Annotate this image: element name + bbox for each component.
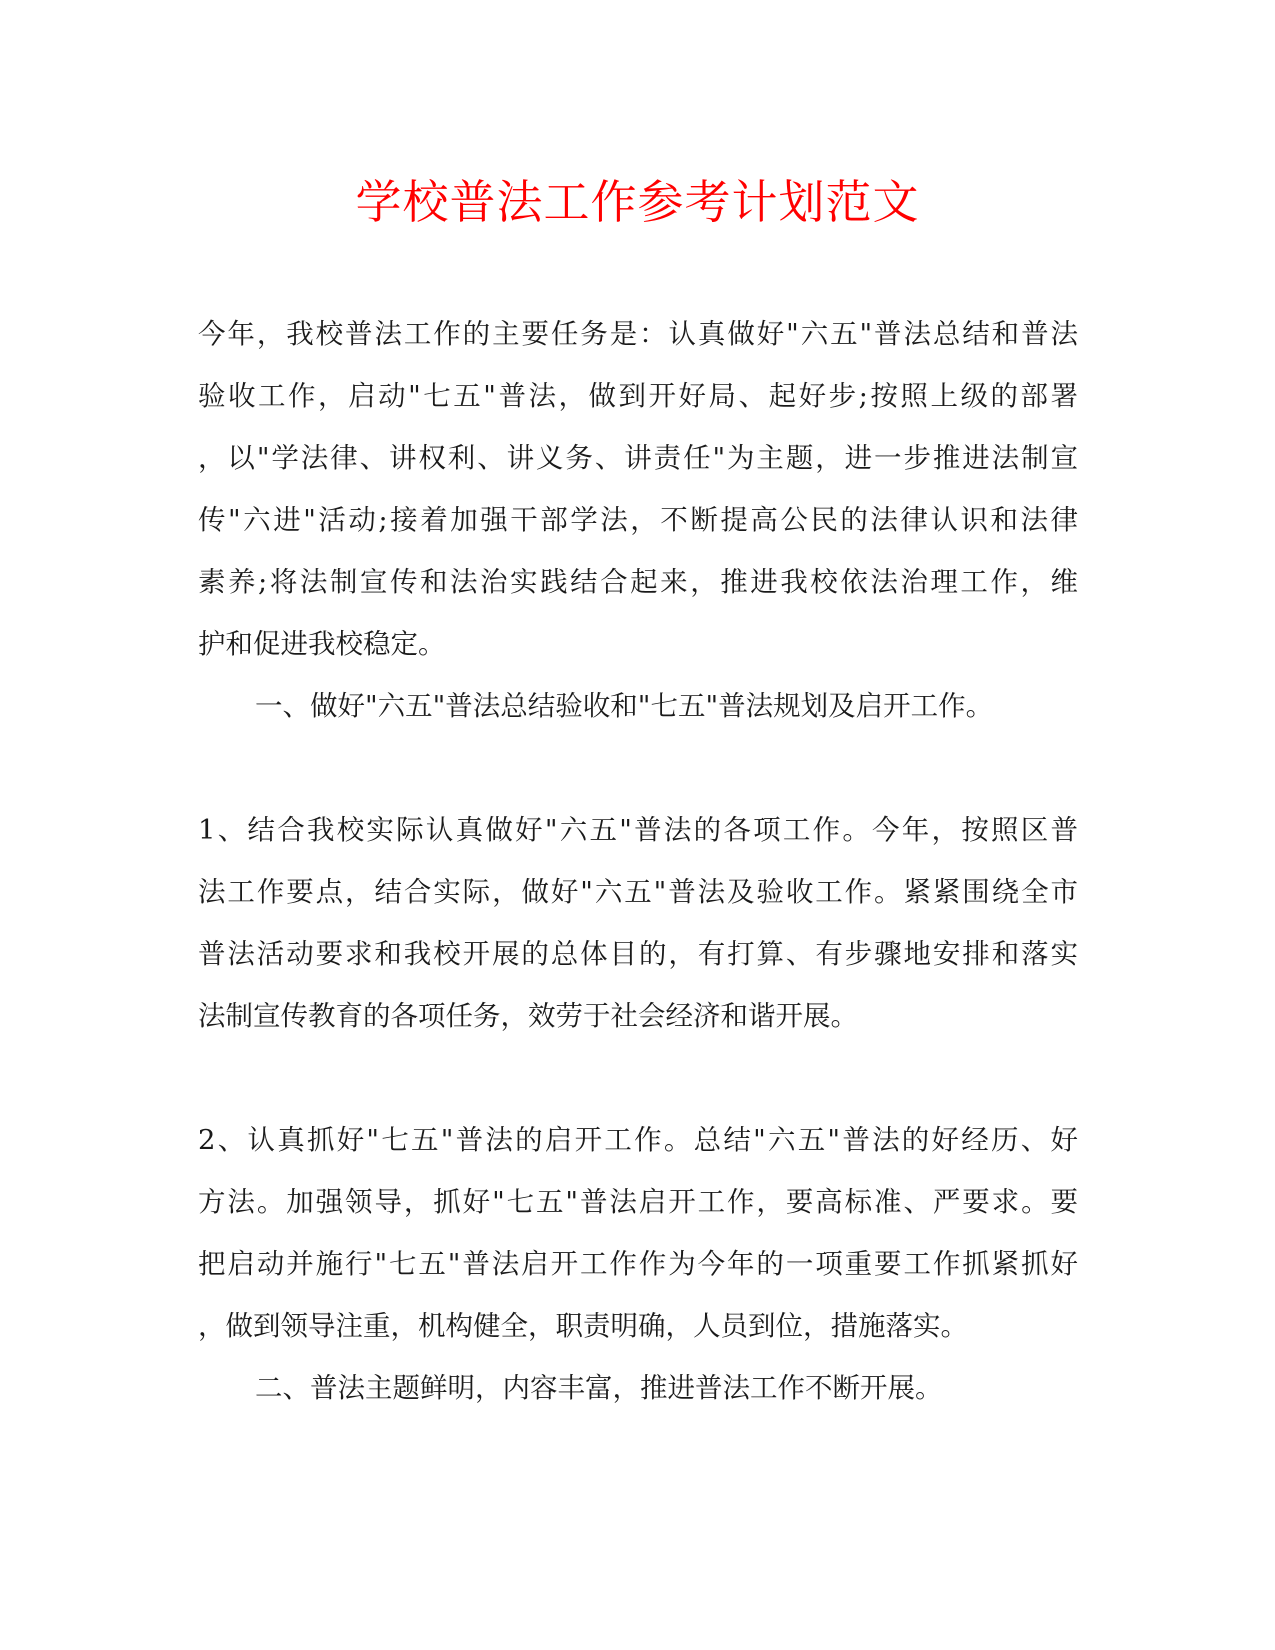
body-line: 护和促进我校稳定。 <box>198 628 446 660</box>
body-line: 验收工作，启动"七五"普法，做到开好局、起好步;按照上级的部署 <box>198 380 1078 412</box>
body-line: 传"六进"活动;接着加强干部学法，不断提高公民的法律认识和法律 <box>198 504 1078 536</box>
body-line: ，做到领导注重，机构健全，职责明确，人员到位，措施落实。 <box>198 1310 968 1342</box>
body-line: 素养;将法制宣传和法治实践结合起来，推进我校依法治理工作，维 <box>198 566 1078 598</box>
body-line: ，以"学法律、讲权利、讲义务、讲责任"为主题，进一步推进法制宣 <box>198 442 1078 474</box>
section-heading: 一、做好"六五"普法总结验收和"七五"普法规划及启开工作。 <box>255 690 994 722</box>
body-line: 法工作要点，结合实际，做好"六五"普法及验收工作。紧紧围绕全市 <box>198 876 1078 908</box>
body-line: 普法活动要求和我校开展的总体目的，有打算、有步骤地安排和落实 <box>198 938 1078 970</box>
document-title: 学校普法工作参考计划范文 <box>355 175 920 229</box>
body-line: 把启动并施行"七五"普法启开工作作为今年的一项重要工作抓紧抓好 <box>198 1248 1078 1280</box>
body-line: 方法。加强领导，抓好"七五"普法启开工作，要高标准、严要求。要 <box>198 1186 1078 1218</box>
section-heading: 二、普法主题鲜明，内容丰富，推进普法工作不断开展。 <box>255 1372 943 1404</box>
body-line: 2、认真抓好"七五"普法的启开工作。总结"六五"普法的好经历、好 <box>198 1124 1078 1156</box>
body-line: 1、结合我校实际认真做好"六五"普法的各项工作。今年，按照区普 <box>198 814 1078 846</box>
body-line: 法制宣传教育的各项任务，效劳于社会经济和谐开展。 <box>198 1000 858 1032</box>
body-line: 今年，我校普法工作的主要任务是：认真做好"六五"普法总结和普法 <box>198 318 1078 350</box>
